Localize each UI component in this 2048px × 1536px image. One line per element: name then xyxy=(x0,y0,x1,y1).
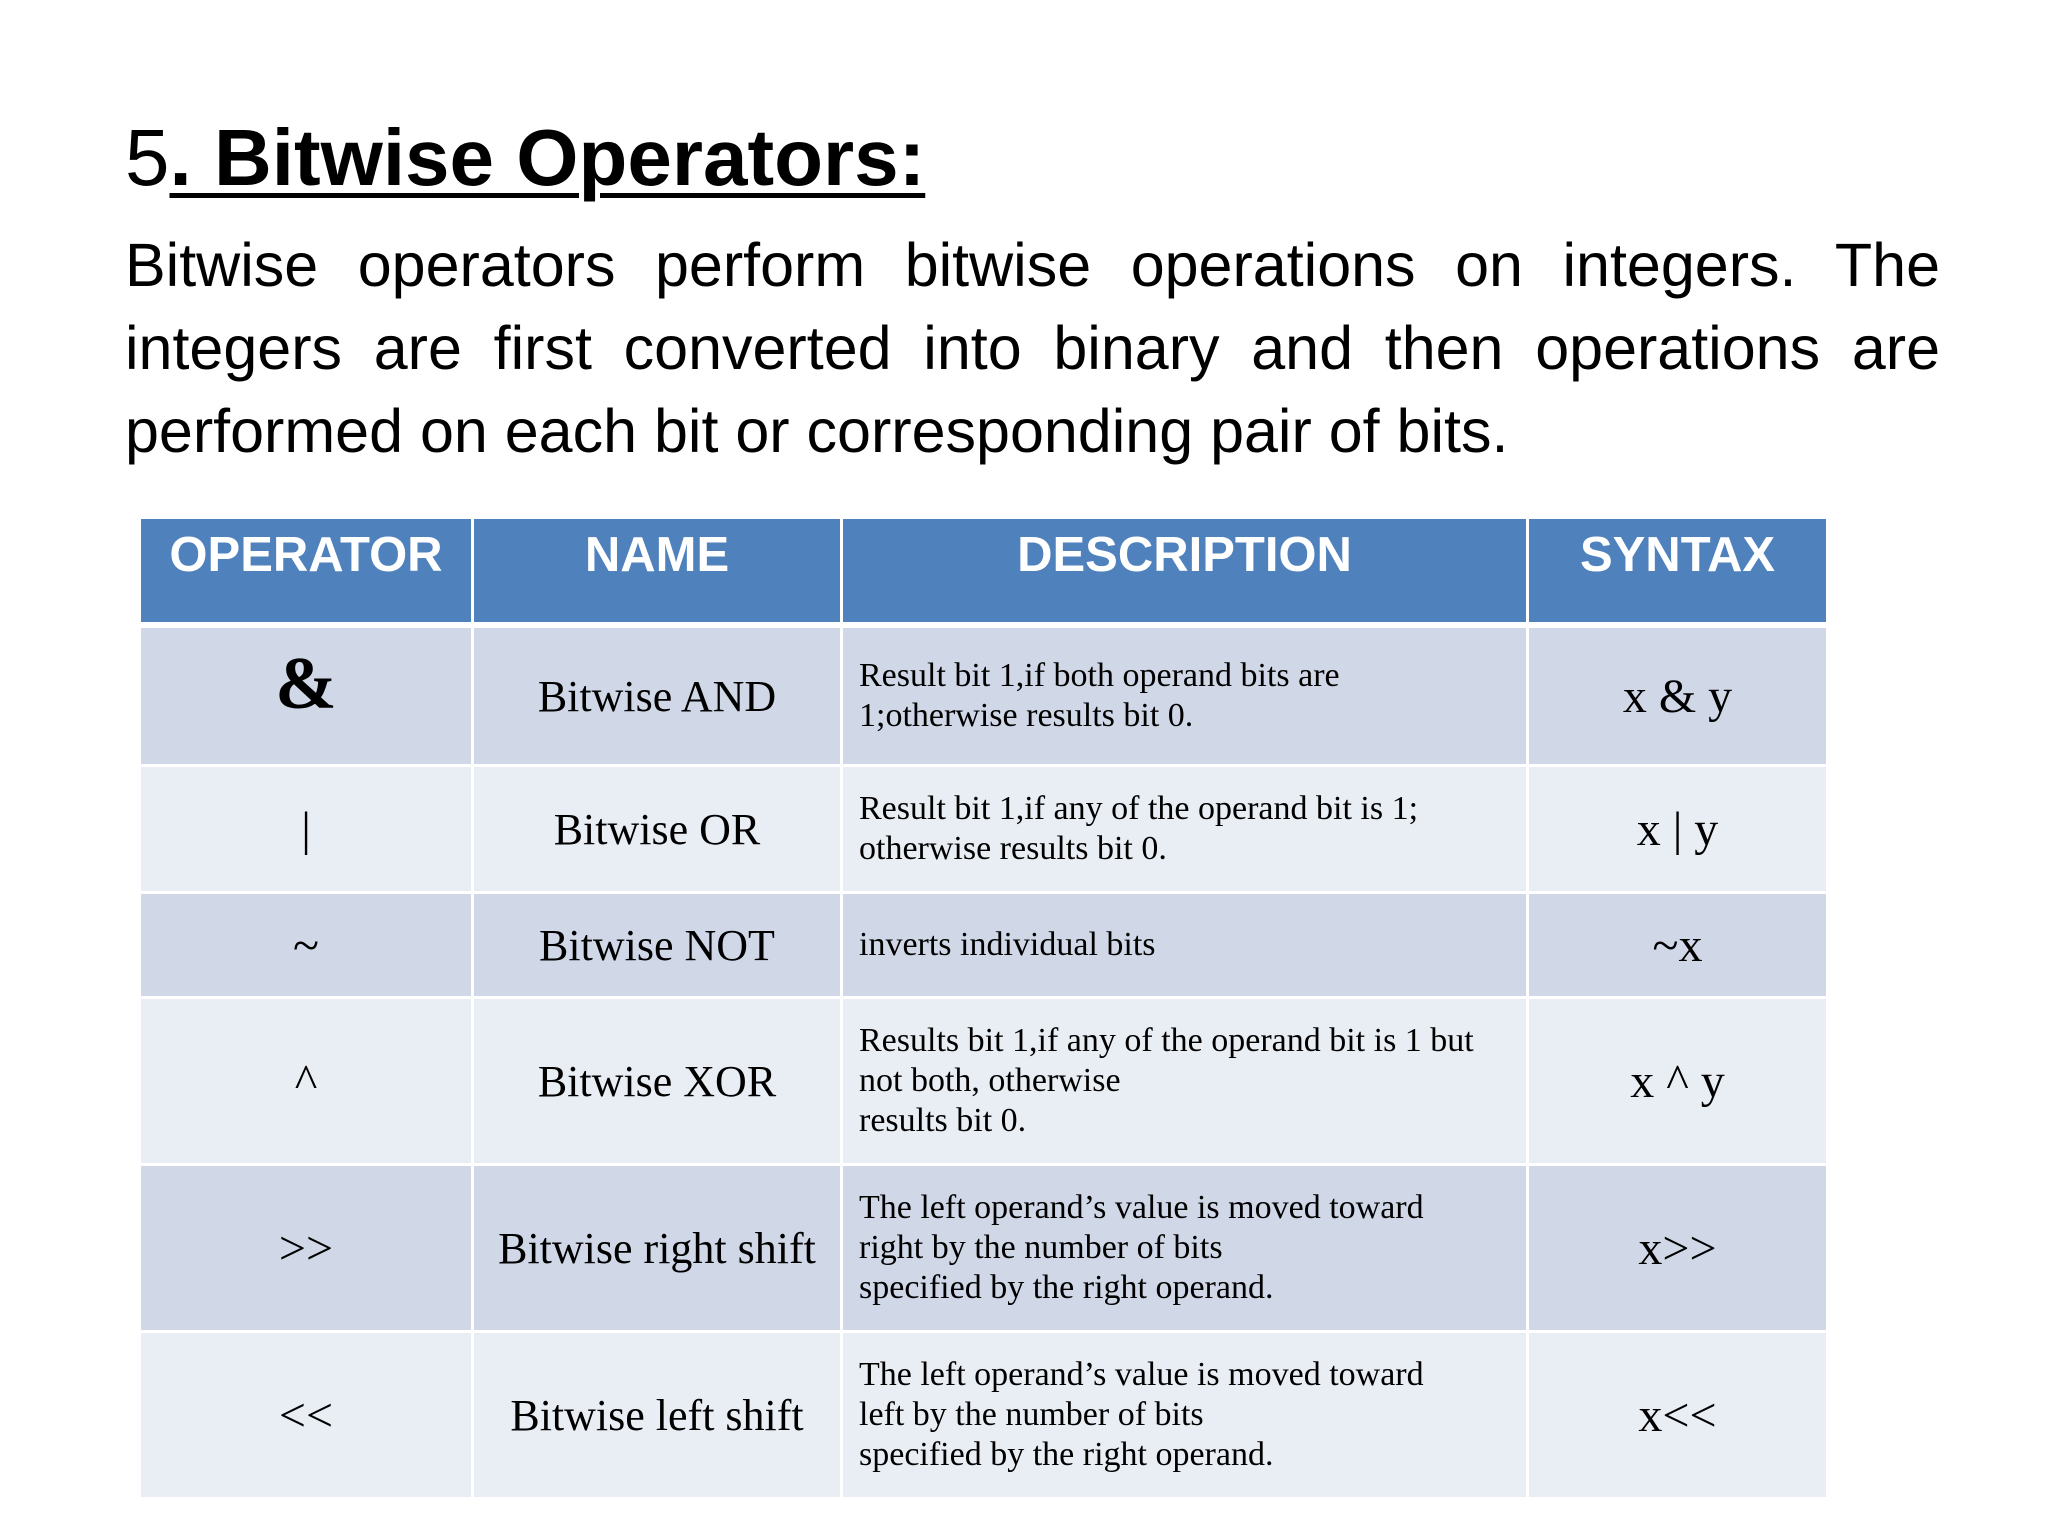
description-cell xyxy=(842,1165,1528,1332)
description-line: inverts individual bits xyxy=(859,926,1156,963)
header-name: NAME xyxy=(473,518,842,626)
name-cell: Bitwise XOR xyxy=(473,998,842,1165)
slide-title xyxy=(125,108,925,208)
syntax-cell: x & y xyxy=(1528,625,1828,766)
name-cell: Bitwise right shift xyxy=(473,1165,842,1332)
description-cell xyxy=(842,766,1528,893)
description-line: Result bit 1,if both operand bits are xyxy=(859,657,1340,694)
name-cell: Bitwise AND xyxy=(473,625,842,766)
description-cell xyxy=(842,893,1528,998)
description-line: Result bit 1,if any of the operand bit is 1; xyxy=(859,790,1419,827)
operator-cell: | xyxy=(140,766,473,893)
intro-paragraph: Bitwise operators perform bitwise operations on integers. The integers are first converted into binary and then operations are performed on each bit or corresponding pair of bits. xyxy=(125,231,1940,465)
description-line: specified by the right operand. xyxy=(859,1269,1274,1306)
title-number: 5 xyxy=(125,113,170,202)
description-line: The left operand’s value is moved toward xyxy=(859,1189,1424,1226)
table-row xyxy=(140,1165,1828,1332)
description-cell xyxy=(842,1332,1528,1499)
table-row xyxy=(140,766,1828,893)
header-operator: OPERATOR xyxy=(140,518,473,626)
name-cell: Bitwise left shift xyxy=(473,1332,842,1499)
table-row xyxy=(140,998,1828,1165)
operator-cell: & xyxy=(140,625,473,766)
description-cell xyxy=(842,625,1528,766)
title-text: . Bitwise Operators: xyxy=(169,113,926,202)
description-cell xyxy=(842,998,1528,1165)
header-description: DESCRIPTION xyxy=(842,518,1528,626)
bitwise-operators-table xyxy=(138,516,1829,1500)
name-cell: Bitwise OR xyxy=(473,766,842,893)
header-syntax: SYNTAX xyxy=(1528,518,1828,626)
syntax-cell: x ^ y xyxy=(1528,998,1828,1165)
description-line: Results bit 1,if any of the operand bit is 1 but xyxy=(859,1022,1474,1059)
syntax-cell: x<< xyxy=(1528,1332,1828,1499)
description-line: left by the number of bits xyxy=(859,1396,1204,1433)
operator-cell: >> xyxy=(140,1165,473,1332)
syntax-cell: x>> xyxy=(1528,1165,1828,1332)
description-line: specified by the right operand. xyxy=(859,1436,1274,1473)
operator-cell: << xyxy=(140,1332,473,1499)
table-row xyxy=(140,893,1828,998)
table-header-row xyxy=(140,518,1828,626)
name-cell: Bitwise NOT xyxy=(473,893,842,998)
description-line: 1;otherwise results bit 0. xyxy=(859,697,1194,734)
syntax-cell: ~x xyxy=(1528,893,1828,998)
operator-cell: ~ xyxy=(140,893,473,998)
table-row xyxy=(140,625,1828,766)
description-line: right by the number of bits xyxy=(859,1229,1223,1266)
table-row xyxy=(140,1332,1828,1499)
description-line: otherwise results bit 0. xyxy=(859,830,1167,867)
description-line: not both, otherwise xyxy=(859,1062,1121,1099)
syntax-cell: x | y xyxy=(1528,766,1828,893)
description-line: results bit 0. xyxy=(859,1102,1027,1139)
operator-cell: ^ xyxy=(140,998,473,1165)
description-line: The left operand’s value is moved toward xyxy=(859,1356,1424,1393)
